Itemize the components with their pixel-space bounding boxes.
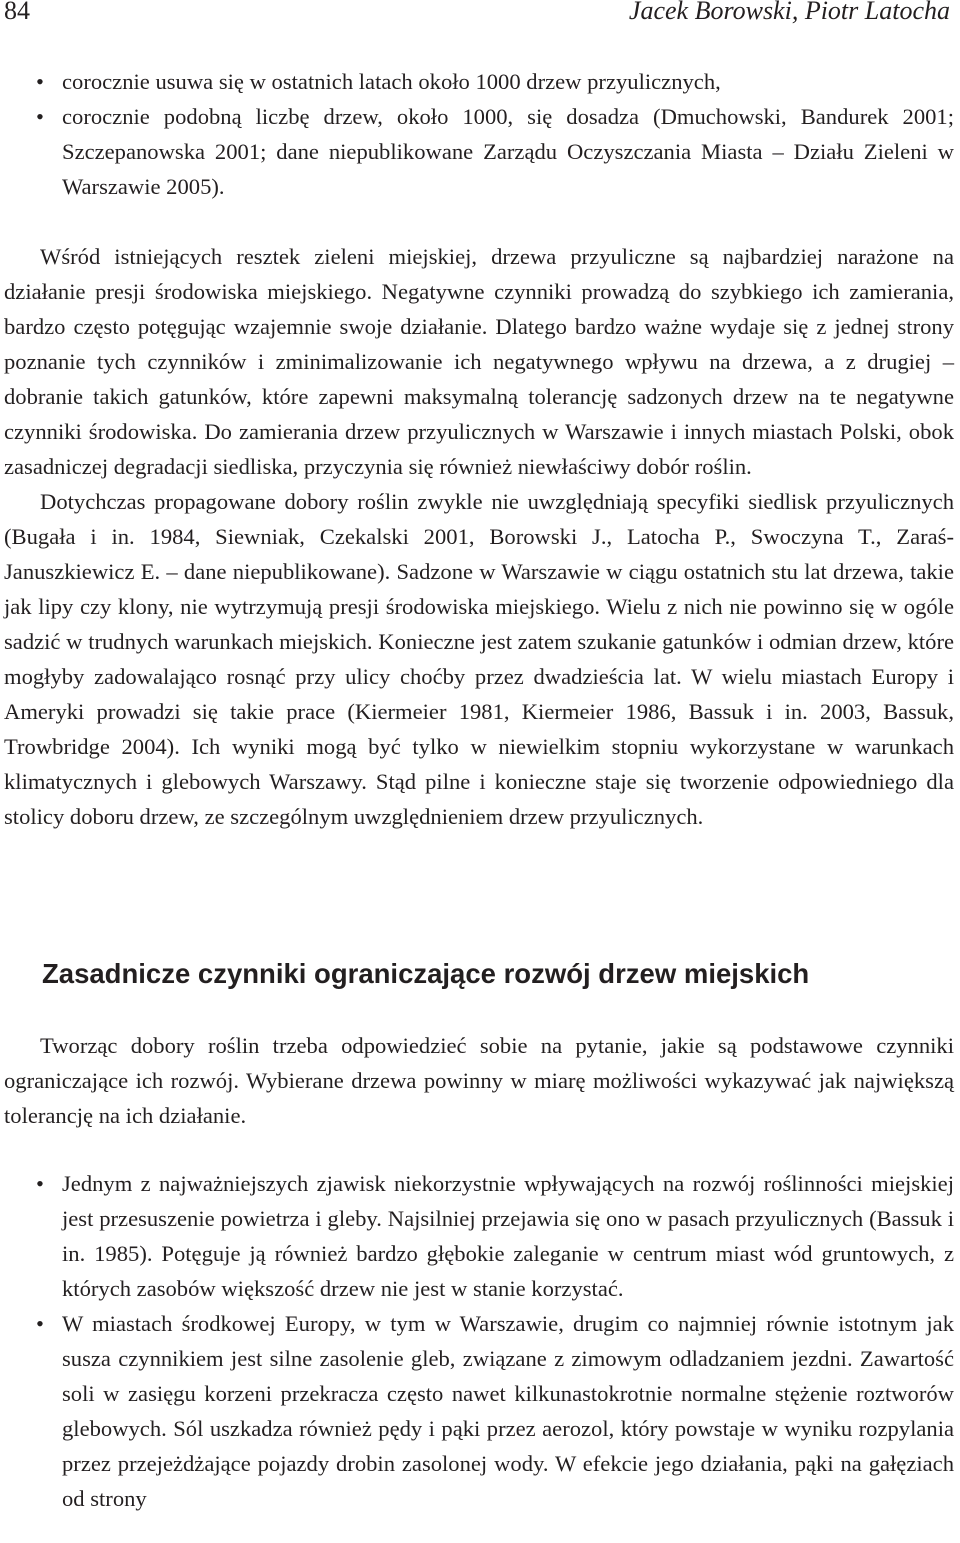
paragraph: Dotychczas propagowane dobory roślin zwykle nie uwzględniają specyfiki siedlisk przyulicznych (Bugała i in. 1984, Siewniak, Czekalski 2001, Borowski J., Latocha P., Swoczyna T., Zaraś-Januszkiewicz E. – dane niepublikowane). Sadzone w Warszawie w ciągu ostatnich stu lat drzewa, takie jak lipy czy klony, nie wytrzymują presji środowiska miejskiego. Wielu z nich nie powinno się w ogóle sadzić w trudnych warunkach miejskich. Konieczne jest zatem szukanie gatunków i odmian drzew, które mogłyby zadowalająco rosnąć przy ulicy choćby przez dwadzieścia lat. W wielu miastach Europy i Ameryki prowadzi się takie prace (Kiermeier 1981, Kiermeier 1986, Bassuk i in. 2003, Bassuk, Trowbridge 2004). Ich wyniki mogą być tylko w niewielkim stopniu wykorzystane w warunkach klimatycznych i glebowych Warszawy. Stąd pilne i konieczne staje się tworzenie odpowiedniego dla stolicy doboru drzew, ze szczególnym uwzględnieniem drzew przyulicznych.: [4, 489, 954, 829]
top-bullet-list: [4, 64, 954, 204]
section-bullet-list: [4, 1166, 954, 1516]
running-head: Jacek Borowski, Piotr Latocha: [628, 0, 950, 25]
section-intro: [4, 1028, 954, 1133]
bullet-icon: •: [36, 104, 44, 129]
bullet-icon: •: [36, 1311, 44, 1336]
page-header: [0, 0, 954, 34]
paragraph: Tworząc dobory roślin trzeba odpowiedzieć sobie na pytanie, jakie są podstawowe czynniki ograniczające ich rozwój. Wybierane drzewa powinny w miarę możliwości wykazywać jak największą tolerancję na ich działanie.: [4, 1033, 954, 1128]
list-item: [4, 99, 954, 204]
list-item-text: corocznie podobną liczbę drzew, około 1000, się dosadza (Dmuchowski, Bandurek 2001; Szczepanowska 2001; dane niepublikowane Zarządu Oczyszczania Miasta – Działu Zieleni w Warszawie 2005).: [62, 104, 954, 199]
bullet-icon: •: [36, 69, 44, 94]
list-item-text: corocznie usuwa się w ostatnich latach około 1000 drzew przyulicznych,: [62, 69, 721, 94]
list-item: [4, 1306, 954, 1516]
section-heading: Zasadnicze czynniki ograniczające rozwój drzew miejskich: [42, 958, 810, 989]
list-item-text: W miastach środkowej Europy, w tym w Warszawie, drugim co najmniej równie istotnym jak susza czynnikiem jest silne zasolenie gleb, związane z zimowym odladzaniem jezdni. Zawartość soli w zasięgu korzeni przekracza często nawet kilkunastokrotnie normalne stężenie roztworów glebowych. Sól uszkadza również pędy i pąki przez aerozol, który powstaje w wyniku rozpylania przez przejeżdżające pojazdy drobin zasolonej wody. W efekcie jego działania, pąki na gałęziach od strony: [62, 1311, 954, 1511]
list-item: [4, 64, 954, 99]
list-item: [4, 1166, 954, 1306]
list-item-text: Jednym z najważniejszych zjawisk niekorzystnie wpływających na rozwój roślinności miejskiej jest przesuszenie powietrza i gleby. Najsilniej przejawia się ono w pasach przyulicznych (Bassuk i in. 1985). Potęguje ją również bardzo głębokie zaleganie w centrum miast wód gruntowych, z których zasobów większość drzew nie jest w stanie korzystać.: [62, 1171, 954, 1301]
body-paragraphs: [4, 239, 954, 834]
paragraph: Wśród istniejących resztek zieleni miejskiej, drzewa przyuliczne są najbardziej narażone na działanie presji środowiska miejskiego. Negatywne czynniki prowadzą do szybkiego ich zamierania, bardzo często potęgując wzajemnie swoje działanie. Dlatego bardzo ważne wydaje się z jednej strony poznanie tych czynników i zminimalizowanie ich negatywnego wpływu na drzewa, a z drugiej – dobranie takich gatunków, które zapewni maksymalną tolerancję sadzonych drzew na te negatywne czynniki środowiska. Do zamierania drzew przyulicznych w Warszawie i innych miastach Polski, obok zasadniczej degradacji siedliska, przyczynia się również niewłaściwy dobór roślin.: [4, 244, 954, 479]
bullet-icon: •: [36, 1171, 44, 1196]
page-number: 84: [4, 0, 30, 25]
